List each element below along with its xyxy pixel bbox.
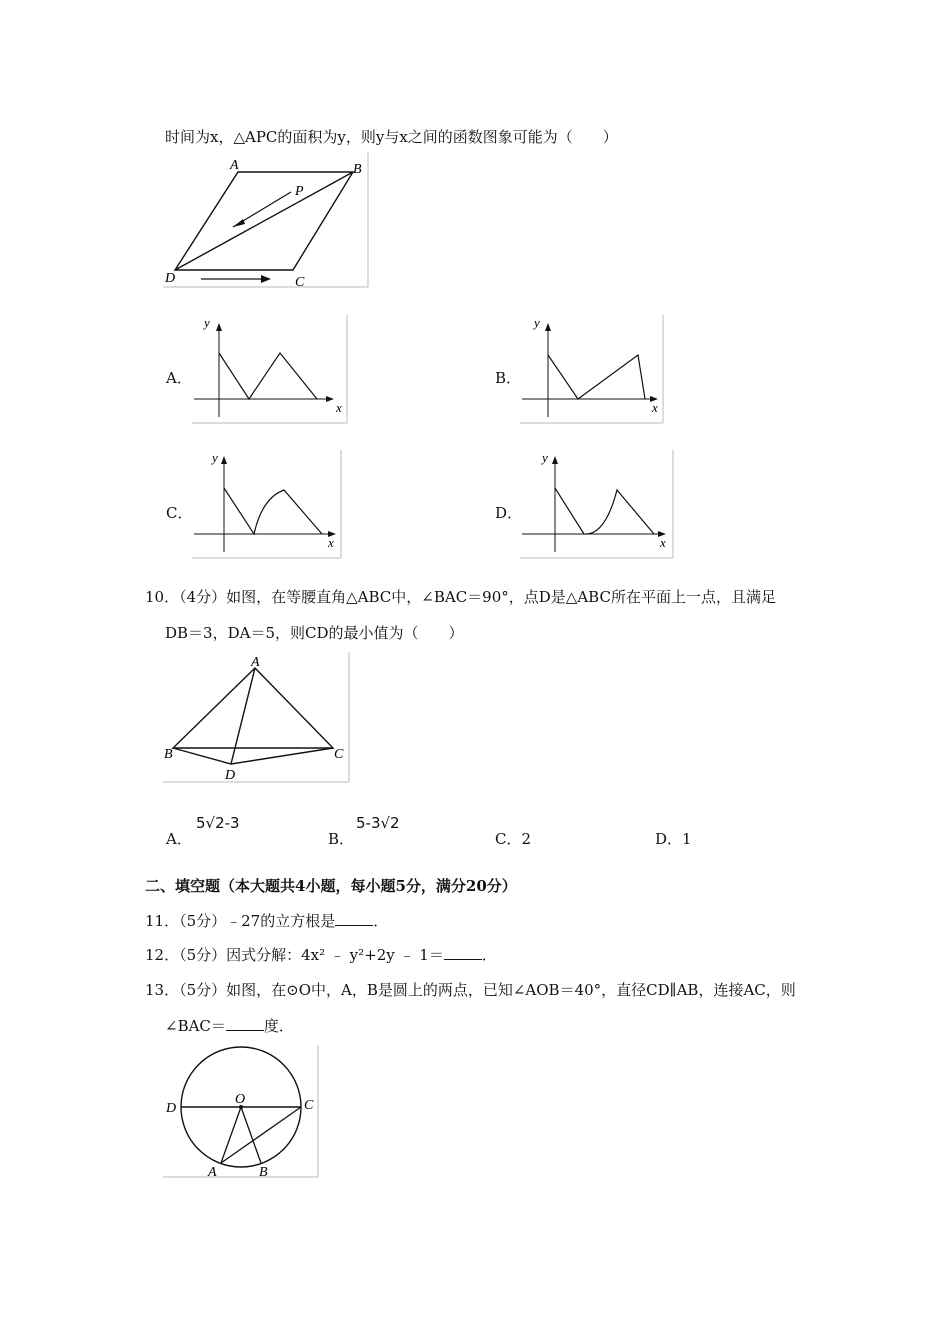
svg-text:x: x [660,535,666,550]
label-B: B [353,162,362,177]
q11-answer-blank[interactable] [335,911,373,926]
svg-text:A: A [208,1165,217,1179]
q12-answer-blank[interactable] [444,945,482,960]
svg-text:B: B [259,1165,268,1179]
axis-y-label: y [204,315,210,330]
q9-option-c-graph[interactable] [192,450,344,560]
svg-text:O: O [235,1092,246,1107]
svg-text:D: D [225,768,236,783]
q10-option-c[interactable] [495,829,531,849]
q13-circle-figure [163,1045,321,1179]
q13-line2-start: ∠BAC＝ [165,1017,226,1035]
q10-option-d-letter: D． [655,830,683,848]
q9-option-d-letter[interactable]: D． [495,504,523,522]
q10-line1: 10．（4分）如图，在等腰直角△ABC中，∠BAC＝90°，点D是△ABC所在平面上一点，且满足 [145,588,776,606]
q9-option-c-letter[interactable]: C． [166,504,193,522]
q10-option-a-expr[interactable]: 5√2-3 [196,814,240,832]
q10-option-c-value: 2 [521,830,532,848]
axis-x-label: x [336,400,342,415]
q12-end: ． [481,946,497,964]
q13-answer-blank[interactable] [226,1016,264,1031]
q13-line2 [165,1016,294,1036]
q10-option-d[interactable] [655,829,692,849]
q13-line2-end: 度． [263,1017,294,1035]
q10-triangle-figure [163,652,353,784]
q12-text: 12．（5分）因式分解：4x² ﹣ y²+2y ﹣ 1＝ [145,946,444,964]
q11-end: ． [373,912,389,930]
svg-text:B: B [164,747,173,762]
q10-option-b-expr[interactable]: 5-3√2 [356,814,400,832]
q10-option-c-letter: C． [495,830,522,848]
section2-heading: 二、填空题（本大题共4小题，每小题5分，满分20分） [145,877,517,895]
label-D: D [165,271,176,286]
q9-parallelogram-figure [163,152,369,288]
svg-text:x: x [652,400,658,415]
q9-option-b-graph[interactable] [520,315,666,425]
q9-option-d-graph[interactable] [520,450,676,560]
svg-text:y: y [542,450,548,465]
q10-option-b-letter[interactable]: B． [328,830,355,848]
label-A: A [230,158,239,173]
q11 [145,911,388,931]
svg-text:y: y [534,315,540,330]
label-P: P [295,184,304,199]
q9-stem: 时间为x，△APC的面积为y，则y与x之间的函数图象可能为（ ） [165,128,618,146]
svg-text:y: y [212,450,218,465]
q10-option-a-letter[interactable]: A． [166,830,192,848]
svg-text:C: C [304,1098,314,1113]
q13-line1: 13．（5分）如图，在⊙O中，A，B是圆上的两点，已知∠AOB＝40°，直径CD∥AB，连接AC，则 [145,981,796,999]
q12 [145,945,497,965]
q10-line2: DB＝3，DA＝5，则CD的最小值为（ ） [165,624,464,642]
svg-text:A: A [251,655,260,670]
q9-option-a-letter[interactable]: A． [166,369,192,387]
svg-text:C: C [334,747,344,762]
q10-option-d-value: 1 [682,830,692,848]
svg-text:D: D [166,1101,177,1116]
q9-option-a-graph[interactable] [192,315,350,425]
svg-text:x: x [328,535,334,550]
q11-text: 11．（5分）﹣27的立方根是 [145,912,336,930]
label-C: C [295,275,305,288]
q9-option-b-letter[interactable]: B． [495,369,522,387]
